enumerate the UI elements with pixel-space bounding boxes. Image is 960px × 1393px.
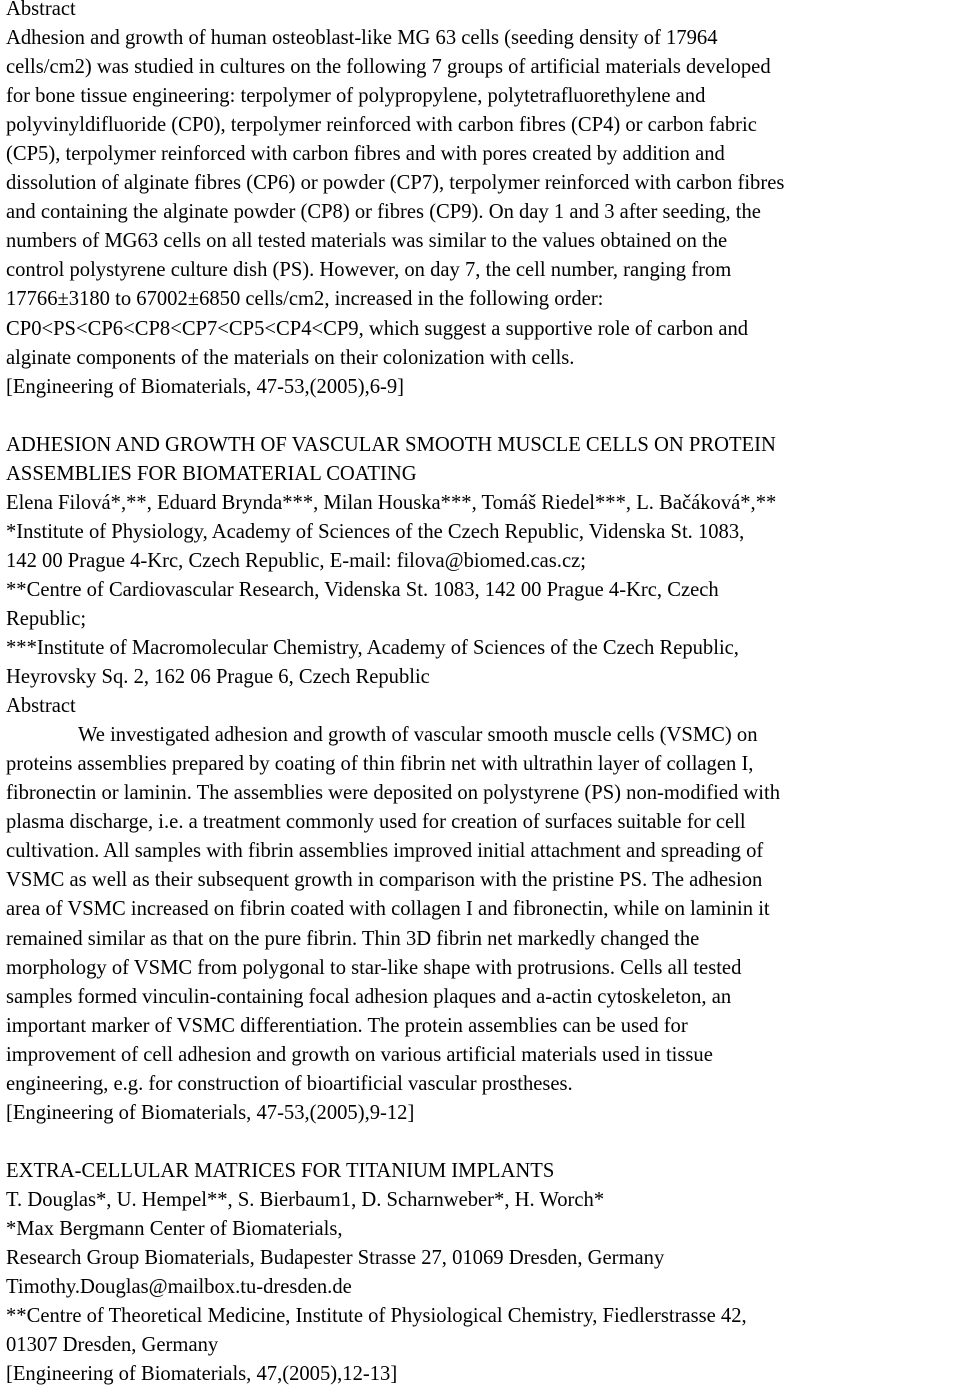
abstract-line: VSMC as well as their subsequent growth in comparison with the pristine PS. The adhesion xyxy=(6,869,763,892)
author-list: Elena Filová*,**, Eduard Brynda***, Milan Houska***, Tomáš Riedel***, L. Bačáková*,** xyxy=(6,491,777,514)
abstract-line: Adhesion and growth of human osteoblast-like MG 63 cells (seeding density of 17964 xyxy=(6,27,718,50)
abstract-line: alginate components of the materials on their colonization with cells. xyxy=(6,346,575,369)
citation: [Engineering of Biomaterials, 47-53,(2005),9-12] xyxy=(6,1101,415,1124)
citation: [Engineering of Biomaterials, 47,(2005),12-13] xyxy=(6,1363,398,1386)
article-section-3 xyxy=(6,1157,956,1389)
abstract-line: fibronectin or laminin. The assemblies were deposited on polystyrene (PS) non-modified with xyxy=(6,782,781,805)
affiliation-line: Heyrovsky Sq. 2, 162 06 Prague 6, Czech Republic xyxy=(6,666,430,689)
abstract-line: improvement of cell adhesion and growth on various artificial materials used in tissue xyxy=(6,1043,713,1066)
abstract-line: and containing the alginate powder (CP8) or fibres (CP9). On day 1 and 3 after seeding, the xyxy=(6,201,761,224)
author-list: T. Douglas*, U. Hempel**, S. Bierbaum1, D. Scharnweber*, H. Worch* xyxy=(6,1188,605,1211)
article-title-line: ASSEMBLIES FOR BIOMATERIAL COATING xyxy=(6,462,417,485)
abstract-line: We investigated adhesion and growth of vascular smooth muscle cells (VSMC) on xyxy=(78,724,758,747)
affiliation-line: *Max Bergmann Center of Biomaterials, xyxy=(6,1217,343,1240)
abstract-line: for bone tissue engineering: terpolymer of polypropylene, polytetrafluorethylene and xyxy=(6,85,706,108)
abstract-line: remained similar as that on the pure fibrin. Thin 3D fibrin net markedly changed the xyxy=(6,927,700,950)
abstract-line: CP0<PS<CP6<CP8<CP7<CP5<CP4<CP9, which suggest a supportive role of carbon and xyxy=(6,317,749,340)
document-page xyxy=(6,0,956,1389)
affiliation-line: 142 00 Prague 4-Krc, Czech Republic, E-mail: filova@biomed.cas.cz; xyxy=(6,549,586,572)
affiliation-line: 01307 Dresden, Germany xyxy=(6,1334,219,1357)
article-title-line: ADHESION AND GROWTH OF VASCULAR SMOOTH MUSCLE CELLS ON PROTEIN xyxy=(6,433,776,456)
abstract-line: numbers of MG63 cells on all tested materials was similar to the values obtained on the xyxy=(6,230,728,253)
abstract-line: morphology of VSMC from polygonal to star-like shape with protrusions. Cells all tested xyxy=(6,956,742,979)
abstract-body xyxy=(6,721,956,1099)
abstract-line: cultivation. All samples with fibrin assemblies improved initial attachment and spreading of xyxy=(6,840,764,863)
article-title: EXTRA-CELLULAR MATRICES FOR TITANIUM IMPLANTS xyxy=(6,1159,555,1182)
abstract-line: dissolution of alginate fibres (CP6) or powder (CP7), terpolymer reinforced with carbon fibres xyxy=(6,172,785,195)
email-address: Timothy.Douglas@mailbox.tu-dresden.de xyxy=(6,1276,352,1299)
abstract-line: area of VSMC increased on fibrin coated with collagen I and fibronectin, while on laminin it xyxy=(6,898,770,921)
citation: [Engineering of Biomaterials, 47-53,(2005),6-9] xyxy=(6,375,405,398)
abstract-line: proteins assemblies prepared by coating of thin fibrin net with ultrathin layer of collagen I, xyxy=(6,753,754,776)
affiliation-line: **Centre of Cardiovascular Research, Videnska St. 1083, 142 00 Prague 4-Krc, Czech xyxy=(6,578,719,601)
affiliation-line: **Centre of Theoretical Medicine, Institute of Physiological Chemistry, Fiedlerstrasse 42, xyxy=(6,1305,747,1328)
abstract-line: control polystyrene culture dish (PS). However, on day 7, the cell number, ranging from xyxy=(6,259,732,282)
affiliations xyxy=(6,518,956,692)
abstract-line: samples formed vinculin-containing focal adhesion plaques and a-actin cytoskeleton, an xyxy=(6,985,732,1008)
affiliation-line: *Institute of Physiology, Academy of Sciences of the Czech Republic, Videnska St. 1083, xyxy=(6,520,745,543)
paragraph-gap xyxy=(6,1128,956,1157)
article-title xyxy=(6,431,956,489)
abstract-line: engineering, e.g. for construction of bioartificial vascular prostheses. xyxy=(6,1072,573,1095)
abstract-heading: Abstract xyxy=(6,0,76,20)
affiliation-line: ***Institute of Macromolecular Chemistry, Academy of Sciences of the Czech Republic, xyxy=(6,637,739,660)
abstract-section-1 xyxy=(6,0,956,402)
abstract-line: polyvinyldifluoride (CP0), terpolymer reinforced with carbon fibres (CP4) or carbon fabric xyxy=(6,114,757,137)
abstract-line: 17766±3180 to 67002±6850 cells/cm2, increased in the following order: xyxy=(6,288,604,311)
abstract-line: plasma discharge, i.e. a treatment commonly used for creation of surfaces suitable for cell xyxy=(6,811,746,834)
affiliations xyxy=(6,1215,956,1360)
affiliation-line: Republic; xyxy=(6,607,87,630)
article-section-2 xyxy=(6,431,956,1128)
abstract-body xyxy=(6,24,956,373)
paragraph-gap xyxy=(6,402,956,431)
abstract-line: cells/cm2) was studied in cultures on the following 7 groups of artificial materials developed xyxy=(6,56,771,79)
abstract-line: important marker of VSMC differentiation. The protein assemblies can be used for xyxy=(6,1014,688,1037)
abstract-heading: Abstract xyxy=(6,695,76,718)
abstract-line: (CP5), terpolymer reinforced with carbon fibres and with pores created by addition and xyxy=(6,143,725,166)
affiliation-line: Research Group Biomaterials, Budapester Strasse 27, 01069 Dresden, Germany xyxy=(6,1247,665,1270)
